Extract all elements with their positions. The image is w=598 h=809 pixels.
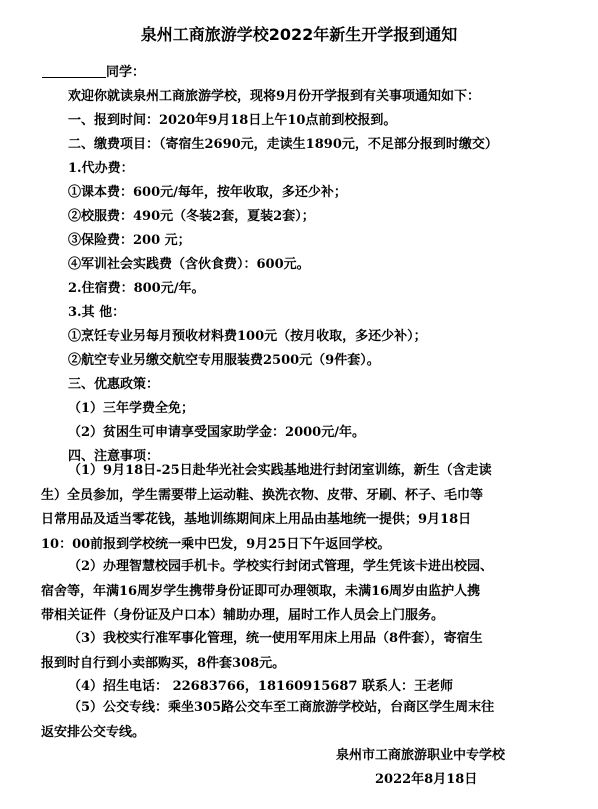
section-preferential-policy: 三、优惠政策： [68,377,160,392]
fee-textbook: ①课本费：600元/每年，按年收取，多还少补； [68,185,347,200]
section-fee-items: 二、缴费项目：（寄宿生2690元，走读生1890元，不足部分报到时缴交） [68,137,498,152]
note-1-line: 生）全员参加，学生需要带上运动鞋、换洗衣物、皮带、牙刷、杯子、毛巾等 [41,487,484,503]
fee-uniform: ②校服费：490元（冬装2套，夏装2套）； [68,209,315,224]
note-2-line: （2）办理智慧校园手机卡。学校实行封闭式管理，学生凭该卡进出校园、 [68,559,494,574]
note-5-line: （5）公交专线：乘坐305路公交车至工商旅游学校站，台商区学生周末往 [68,700,495,715]
policy-tuition-free: （1）三年学费全免； [68,401,195,416]
section-report-time: 一、报到时间：2020年9月18日上午10点前到校报到。 [68,113,397,128]
note-5-line: 返安排公交专线。 [41,724,146,740]
fee-military-training: ④军训社会实践费（含伙食费）：600元。 [68,257,310,272]
page-title: 泉州工商旅游学校2022年新生开学报到通知 [140,25,458,44]
subsection-accommodation: 2.住宿费：800元/年。 [68,281,205,296]
other-aviation-fee: ②航空专业另缴交航空专用服装费2500元（9件套）。 [68,353,380,368]
note-2-line: 宿舍等，年满16周岁学生携带身份证即可办理领取，未满16周岁由监护人携 [41,583,481,599]
salutation-text: 同学： [106,65,146,80]
note-1 [41,459,492,557]
note-5 [41,696,495,745]
signature-date: 2022年8月18日 [375,772,478,787]
note-1-line: 10：00前报到学校统一乘中巴发，9月25日下午返回学校。 [41,536,391,552]
salutation [42,63,145,82]
note-4-admission-phone: （4）招生电话： 22683766，18160915687 联系人：王老师 [68,679,453,694]
subsection-other: 3.其 他： [68,305,126,320]
note-3 [41,627,483,676]
policy-grant: （2）贫困生可申请享受国家助学金：2000元/年。 [68,425,365,440]
note-1-line: （1）9月18日-25日赴华光社会实践基地进行封闭室训练，新生（含走读 [68,463,492,478]
note-3-line: 报到时自行到小卖部购买，8件套308元。 [41,655,286,671]
note-2-line: 带相关证件（身份证及户口本）辅助办理，届时工作人员会上门服务。 [41,608,445,623]
note-1-line: 日常用品及适当零花钱，基地训练期间床上用品由基地统一提供；9月18日 [41,512,472,527]
intro-text: 欢迎你就读泉州工商旅游学校，现将9月份开学报到有关事项通知如下： [68,89,481,104]
signature-organization: 泉州市工商旅游职业中专学校 [336,748,506,763]
subsection-agency-fees: 1.代办费： [68,161,134,176]
fee-insurance: ③保险费：200 元； [68,233,191,248]
name-blank-line [42,63,106,78]
note-2 [41,555,494,629]
other-cooking-fee: ①烹饪专业另每月预收材料费100元（按月收取，多还少补）； [68,329,427,344]
note-3-line: （3）我校实行准军事化管理，统一使用军用床上用品（8件套），寄宿生 [68,631,483,646]
section-notes: 四、注意事项： [68,449,160,464]
